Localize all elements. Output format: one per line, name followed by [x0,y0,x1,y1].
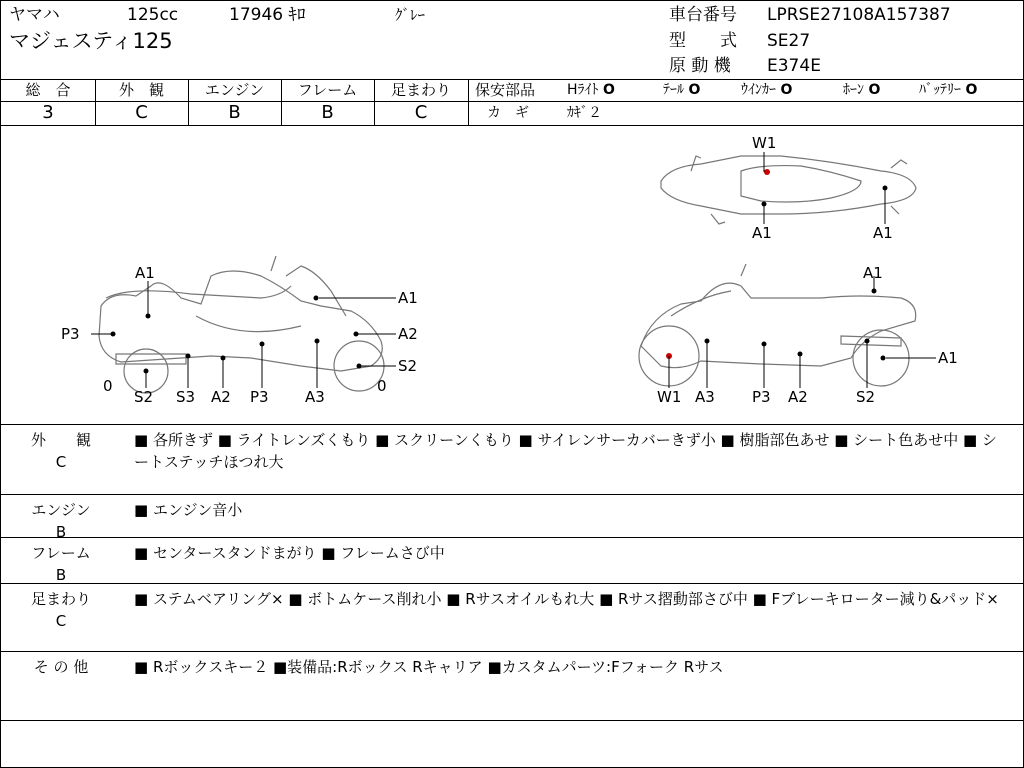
label-a1: A1 [398,289,418,307]
safety-item-mark: O [602,82,615,98]
damage-diagram [1,126,1023,425]
grade-label: フレーム [281,81,374,102]
key-row [469,102,1023,124]
header [1,1,1023,80]
category-notes: ■ 各所きず ■ ライトレンズくもり ■ スクリーンくもり ■ サイレンサーカバーきず小 ■ 樹脂部色あせ ■ シート色あせ中 ■ シートステッチほつれ大 [134,431,997,471]
category-exterior [1,425,1023,495]
label-a1: A1 [938,349,958,367]
mileage: 17946 ｷﾛ [229,5,306,25]
safety-item-mark: O [868,82,881,98]
type: SE27 [767,31,811,51]
category-label: フレーム [31,544,91,562]
grade-label: 外 観 [95,81,188,102]
label-p3: P3 [752,388,771,406]
category-name [11,588,111,632]
label-a1: A1 [863,264,883,282]
safety-item-label: ﾎｰﾝ [843,82,864,98]
category-label: エンジン [31,501,91,519]
leader-lines [91,152,936,388]
label-s2: S2 [856,388,876,406]
category-label: 外 観 [30,431,91,449]
grade-exterior [95,79,189,125]
scooter-diagram [1,126,1023,424]
category-name [11,429,111,473]
grade-value: B [228,102,241,123]
safety-row [469,79,1023,102]
category-grade: C [55,453,67,471]
category-grade: C [55,612,67,630]
label-w1: W1 [657,388,682,406]
grade-frame [281,79,375,125]
grade-label: エンジン [188,81,281,102]
grade-total [1,79,96,125]
marker-a1 [881,356,886,361]
label-s2: S2 [398,357,418,375]
scooter-top-view-sketch [661,156,916,224]
category-notes: ■ センタースタンドまがり ■ フレームさび中 [134,544,445,562]
category-other [1,652,1023,721]
label-a3: A3 [305,388,325,406]
engine-label: 原 動 機 [669,56,731,76]
marker-a1 [314,296,319,301]
marker-w1 [764,169,770,175]
category-label: 足まわり [30,590,91,608]
label-s2: S2 [134,388,154,406]
category-notes: ■ Rボックスキー２ ■装備品:Rボックス Rキャリア ■カスタムパーツ:Fフォーク Rサス [134,658,724,676]
category-name [11,542,111,586]
safety-title: 保安部品 [475,81,536,99]
safety-item-label: ﾊﾞｯﾃﾘｰ [919,82,961,98]
safety-item-tail [663,79,700,101]
grade-suspension [374,79,469,125]
key-value: ｶｷﾞ２ [567,105,602,121]
label-w1: W1 [752,134,777,152]
label-s3: S3 [176,388,196,406]
safety-item-battery [919,79,977,101]
safety-item-mark: O [780,82,793,98]
grade-value: B [321,102,334,123]
category-name [11,499,111,543]
label-a1: A1 [873,224,893,242]
category-grade: B [55,566,67,584]
frame-no: LPRSE27108A157387 [767,5,951,25]
grade-label: 総 合 [1,81,95,102]
grade-value: C [414,102,428,123]
label-a1: A1 [135,264,155,282]
label-zero: 0 [103,377,113,395]
key-label: カ ギ [487,105,529,121]
safety-item-mark: O [688,82,701,98]
label-a2: A2 [211,388,231,406]
category-name [11,656,111,678]
grade-value: 3 [42,102,54,123]
safety-parts [469,79,1023,125]
frame-no-label: 車台番号 [669,5,737,25]
model-name: マジェスティ125 [9,29,173,53]
label-a3: A3 [695,388,715,406]
safety-item-horn [843,79,880,101]
grade-row [1,79,1023,126]
category-grade: B [55,523,67,541]
label-zero: 0 [377,377,387,395]
displacement: 125cc [127,5,179,25]
maker: ヤマハ [9,5,60,25]
safety-item-mark: O [965,82,978,98]
safety-item-label: ｳｲﾝｶｰ [741,82,776,98]
category-notes: ■ エンジン音小 [134,501,243,519]
engine: E374E [767,56,821,76]
label-a2: A2 [788,388,808,406]
category-frame [1,538,1023,584]
label-a2: A2 [398,325,418,343]
grade-engine [188,79,282,125]
type-label: 型 式 [669,31,737,51]
color: ｸﾞﾚｰ [395,6,426,24]
label-a1: A1 [752,224,772,242]
grade-label: 足まわり [374,81,468,102]
category-engine [1,495,1023,541]
category-notes: ■ ステムベアリング× ■ ボトムケース削れ小 ■ Rサスオイルもれ大 ■ Rサス摺動部さび中 ■ Fブレーキローター減り&パッド× [134,590,999,608]
grade-value: C [135,102,148,123]
safety-item-label: Hﾗｲﾄ [567,82,599,98]
category-label: そ の 他 [33,658,89,676]
label-p3: P3 [61,325,80,343]
safety-item-winker [741,79,792,101]
safety-item-label: ﾃｰﾙ [663,82,684,98]
safety-item-headlight [567,79,615,101]
category-suspension [1,584,1023,652]
label-p3: P3 [250,388,269,406]
